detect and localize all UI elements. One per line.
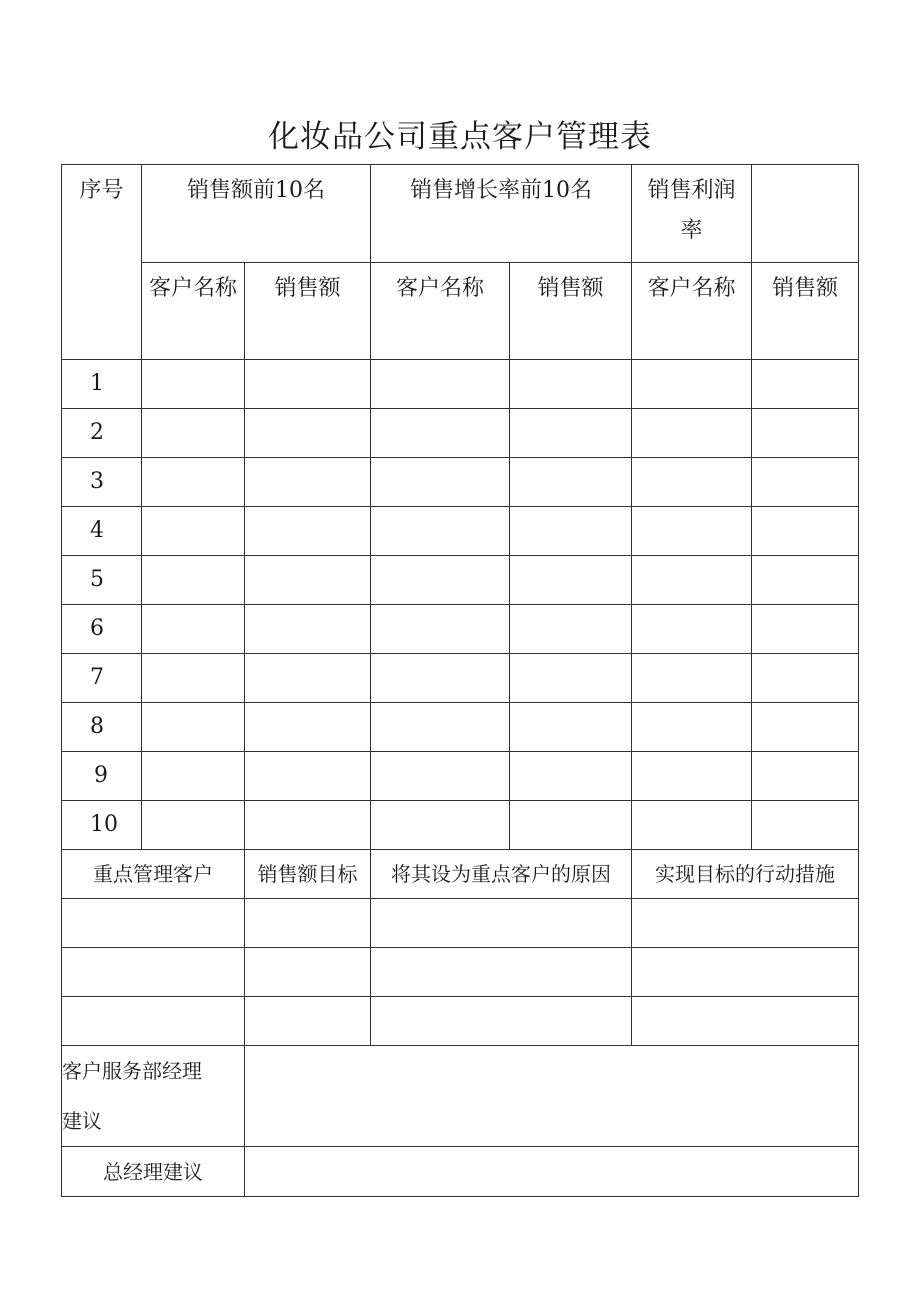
cell[interactable] [632, 899, 859, 948]
cell[interactable] [245, 409, 371, 458]
header-sales: 销售额 [510, 263, 632, 360]
cell[interactable] [142, 605, 245, 654]
cell[interactable] [752, 409, 859, 458]
cell[interactable] [245, 997, 371, 1046]
row-number: 10 [62, 801, 142, 850]
row-number: 4 [62, 507, 142, 556]
table-row [62, 556, 859, 605]
cell[interactable] [245, 556, 371, 605]
header-customer-name: 客户名称 [142, 263, 245, 360]
table-row [62, 997, 859, 1046]
table-row [62, 948, 859, 997]
cell[interactable] [510, 409, 632, 458]
gm-suggestion-field[interactable] [245, 1147, 859, 1197]
table-row [62, 507, 859, 556]
cell[interactable] [142, 703, 245, 752]
cell[interactable] [510, 556, 632, 605]
row-number: 3 [62, 458, 142, 507]
row-number: 1 [62, 360, 142, 409]
cell[interactable] [371, 997, 632, 1046]
cell[interactable] [245, 507, 371, 556]
page-title: 化妆品公司重点客户管理表 [268, 119, 652, 155]
cell[interactable] [752, 605, 859, 654]
cell[interactable] [245, 605, 371, 654]
cell[interactable] [632, 507, 752, 556]
cell[interactable] [245, 801, 371, 850]
cell[interactable] [752, 507, 859, 556]
cell[interactable] [245, 654, 371, 703]
cell[interactable] [245, 899, 371, 948]
cell[interactable] [371, 654, 510, 703]
cell[interactable] [632, 556, 752, 605]
cell[interactable] [632, 948, 859, 997]
table-row [62, 801, 859, 850]
cell[interactable] [371, 409, 510, 458]
cell[interactable] [510, 360, 632, 409]
table-row [62, 605, 859, 654]
cell[interactable] [371, 507, 510, 556]
table-row [62, 654, 859, 703]
table-row [62, 458, 859, 507]
row-number: 9 [62, 752, 142, 801]
cell[interactable] [752, 458, 859, 507]
cell[interactable] [510, 654, 632, 703]
cs-manager-label-line1: 客户服务部经理 [62, 1059, 202, 1083]
header-action: 实现目标的行动措施 [632, 850, 859, 899]
cell[interactable] [752, 360, 859, 409]
header-profit-rate: 销售利润率 [632, 165, 752, 263]
cell[interactable] [632, 409, 752, 458]
cell[interactable] [632, 360, 752, 409]
cell[interactable] [510, 801, 632, 850]
cell[interactable] [142, 556, 245, 605]
cell[interactable] [632, 752, 752, 801]
cell[interactable] [245, 360, 371, 409]
header-seq: 序号 [62, 165, 142, 360]
cell[interactable] [632, 703, 752, 752]
cell[interactable] [62, 948, 245, 997]
cell[interactable] [371, 801, 510, 850]
cell[interactable] [752, 801, 859, 850]
row-number: 8 [62, 703, 142, 752]
header-sales-target: 销售额目标 [245, 850, 371, 899]
cell[interactable] [142, 752, 245, 801]
cell[interactable] [371, 899, 632, 948]
cell[interactable] [632, 654, 752, 703]
cell[interactable] [245, 948, 371, 997]
header-sales: 销售额 [245, 263, 371, 360]
header-customer-name: 客户名称 [632, 263, 752, 360]
cell[interactable] [752, 703, 859, 752]
header-key-customer: 重点管理客户 [62, 850, 245, 899]
cell[interactable] [632, 605, 752, 654]
cell[interactable] [510, 458, 632, 507]
cell[interactable] [752, 556, 859, 605]
header-customer-name: 客户名称 [371, 263, 510, 360]
cell[interactable] [62, 899, 245, 948]
cell[interactable] [371, 605, 510, 654]
row-number: 2 [62, 409, 142, 458]
cell[interactable] [632, 458, 752, 507]
cs-manager-label [62, 1046, 245, 1147]
cell[interactable] [142, 507, 245, 556]
cell[interactable] [371, 556, 510, 605]
cell[interactable] [245, 752, 371, 801]
cell[interactable] [142, 409, 245, 458]
cell[interactable] [371, 360, 510, 409]
cell[interactable] [371, 458, 510, 507]
table-row [62, 360, 859, 409]
cell[interactable] [510, 605, 632, 654]
header-top10-growth: 销售增长率前10名 [371, 165, 632, 263]
cell[interactable] [752, 654, 859, 703]
header-sales: 销售额 [752, 263, 859, 360]
cell[interactable] [371, 752, 510, 801]
cell[interactable] [632, 801, 752, 850]
cell[interactable] [632, 997, 859, 1046]
header-empty-cell [752, 165, 859, 263]
cell[interactable] [371, 948, 632, 997]
table-row [62, 703, 859, 752]
customer-management-table [61, 164, 858, 1197]
cell[interactable] [510, 703, 632, 752]
row-number: 6 [62, 605, 142, 654]
header-top10-sales: 销售额前10名 [142, 165, 371, 263]
gm-label: 总经理建议 [62, 1147, 245, 1197]
main-table [61, 164, 859, 1197]
cs-manager-suggestion-field[interactable] [245, 1046, 859, 1147]
table-row [62, 899, 859, 948]
cell[interactable] [752, 752, 859, 801]
row-number: 7 [62, 654, 142, 703]
cell[interactable] [510, 752, 632, 801]
cs-manager-label-line2: 建议 [62, 1109, 102, 1133]
cell[interactable] [371, 703, 510, 752]
table-row [62, 752, 859, 801]
cell[interactable] [245, 458, 371, 507]
cell[interactable] [142, 458, 245, 507]
cell[interactable] [62, 997, 245, 1046]
cell[interactable] [142, 654, 245, 703]
table-row [62, 409, 859, 458]
header-reason: 将其设为重点客户的原因 [371, 850, 632, 899]
cell[interactable] [245, 703, 371, 752]
cell[interactable] [142, 360, 245, 409]
row-number: 5 [62, 556, 142, 605]
cell[interactable] [510, 507, 632, 556]
cell[interactable] [142, 801, 245, 850]
